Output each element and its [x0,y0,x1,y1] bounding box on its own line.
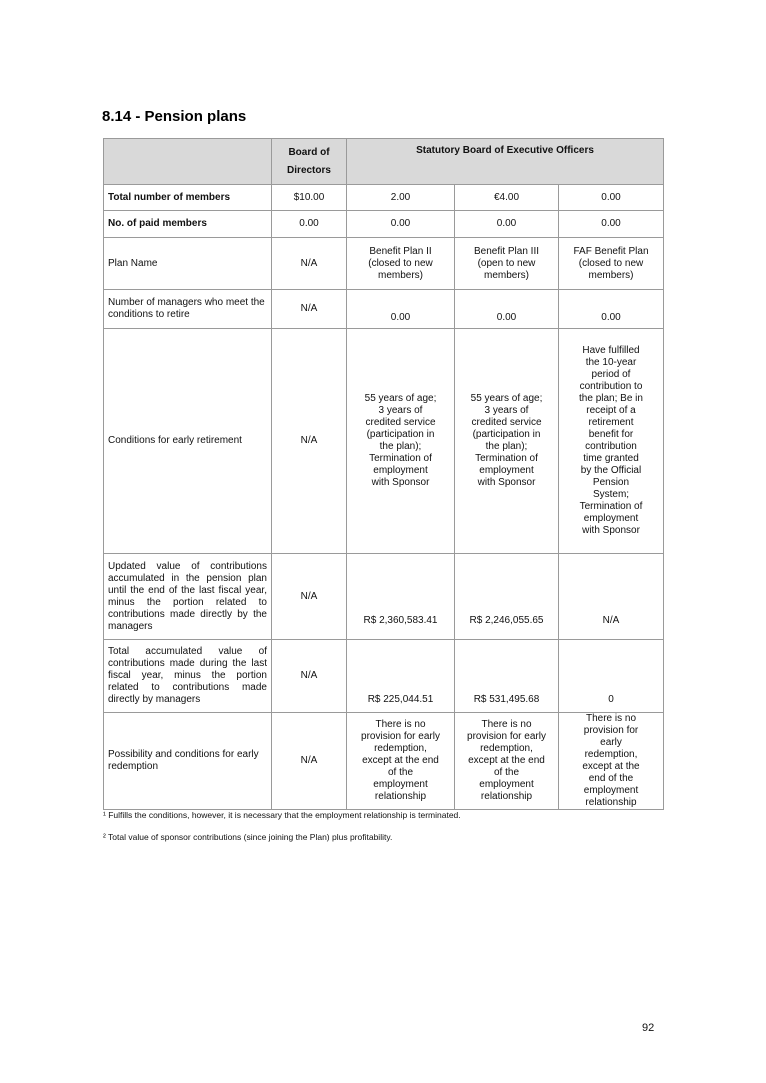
table-row [104,290,664,329]
table-row [104,329,664,554]
cell-value: R$ 531,495.68 [455,640,559,713]
cell-value [559,713,664,810]
cell-value [455,713,559,810]
cell-value: R$ 225,044.51 [347,640,455,713]
cell-value: 0.00 [272,211,347,238]
row-label-early-redemption: Possibility and conditions for early redemption [104,713,272,810]
cell-text: There is no provision for early redemption, except at the end of the employment relationship [361,719,440,802]
cell-value: 2.00 [347,185,455,211]
page-number: 92 [642,1022,655,1034]
cell-value: €4.00 [455,185,559,211]
table-row [104,713,664,810]
cell-value: R$ 2,246,055.65 [455,554,559,640]
cell-value: 0.00 [559,290,664,329]
row-label-paid-members: No. of paid members [104,211,272,238]
cell-value: N/A [272,329,347,554]
cell-value: 0.00 [455,211,559,238]
cell-value [455,329,559,554]
table-row [104,185,664,211]
table-row [104,238,664,290]
cell-value: N/A [559,554,664,640]
cell-value: N/A [272,554,347,640]
row-label-updated-value: Updated value of contributions accumulated in the pension plan until the end of the last fiscal year, minus the portion related to contributions made directly by the managers [104,554,272,640]
table-row [104,554,664,640]
cell-text: Have fulfilled the 10-year period of contribution to the plan; Be in receipt of a retirement benefit for contribution time granted by the Official Pension System; Termination of employment with Sponsor [579,345,643,536]
row-label-plan-name: Plan Name [104,238,272,290]
row-label-managers-retire: Number of managers who meet the conditions to retire [104,290,272,329]
cell-value [559,238,664,290]
header-empty-cell [104,139,272,185]
cell-value [559,329,664,554]
footnote-1: ¹ Fulfills the conditions, however, it is necessary that the employment relationship is terminated. [103,810,461,820]
cell-value: $10.00 [272,185,347,211]
table-header-row [104,139,664,185]
cell-value: N/A [272,713,347,810]
cell-value: R$ 2,360,583.41 [347,554,455,640]
section-title: 8.14 - Pension plans [102,108,247,125]
cell-value [347,238,455,290]
cell-value: 0.00 [559,211,664,238]
cell-text: Benefit Plan II (closed to new members) [368,245,433,281]
cell-value: 0.00 [347,290,455,329]
table-row [104,640,664,713]
cell-value: N/A [272,640,347,713]
cell-value [347,713,455,810]
header-board-of-directors: Board of Directors [272,139,347,185]
row-label-accumulated-value: Total accumulated value of contributions made during the last fiscal year, minus the portion related to contributions made directly by managers [104,640,272,713]
cell-text: Benefit Plan III (open to new members) [473,245,540,281]
table-row [104,211,664,238]
pension-plans-table [103,138,664,810]
cell-text: 55 years of age; 3 years of credited service (participation in the plan); Termination of employment with Sponsor [470,393,543,488]
cell-value: N/A [272,290,347,329]
cell-text: There is no provision for early redemption, except at the end of the employment relationship [582,713,640,808]
header-statutory-board: Statutory Board of Executive Officers [347,139,664,185]
cell-text: There is no provision for early redemption, except at the end of the employment relationship [467,719,546,802]
cell-value: 0.00 [347,211,455,238]
cell-value: 0.00 [559,185,664,211]
cell-text: FAF Benefit Plan (closed to new members) [573,245,649,281]
cell-value [455,238,559,290]
row-label-early-retirement: Conditions for early retirement [104,329,272,554]
footnote-2: ² Total value of sponsor contributions (since joining the Plan) plus profitability. [103,832,393,842]
cell-value: 0.00 [455,290,559,329]
cell-text: 55 years of age; 3 years of credited service (participation in the plan); Termination of employment with Sponsor [364,393,437,488]
row-label-total-members: Total number of members [104,185,272,211]
cell-value [347,329,455,554]
cell-value: N/A [272,238,347,290]
cell-value: 0 [559,640,664,713]
